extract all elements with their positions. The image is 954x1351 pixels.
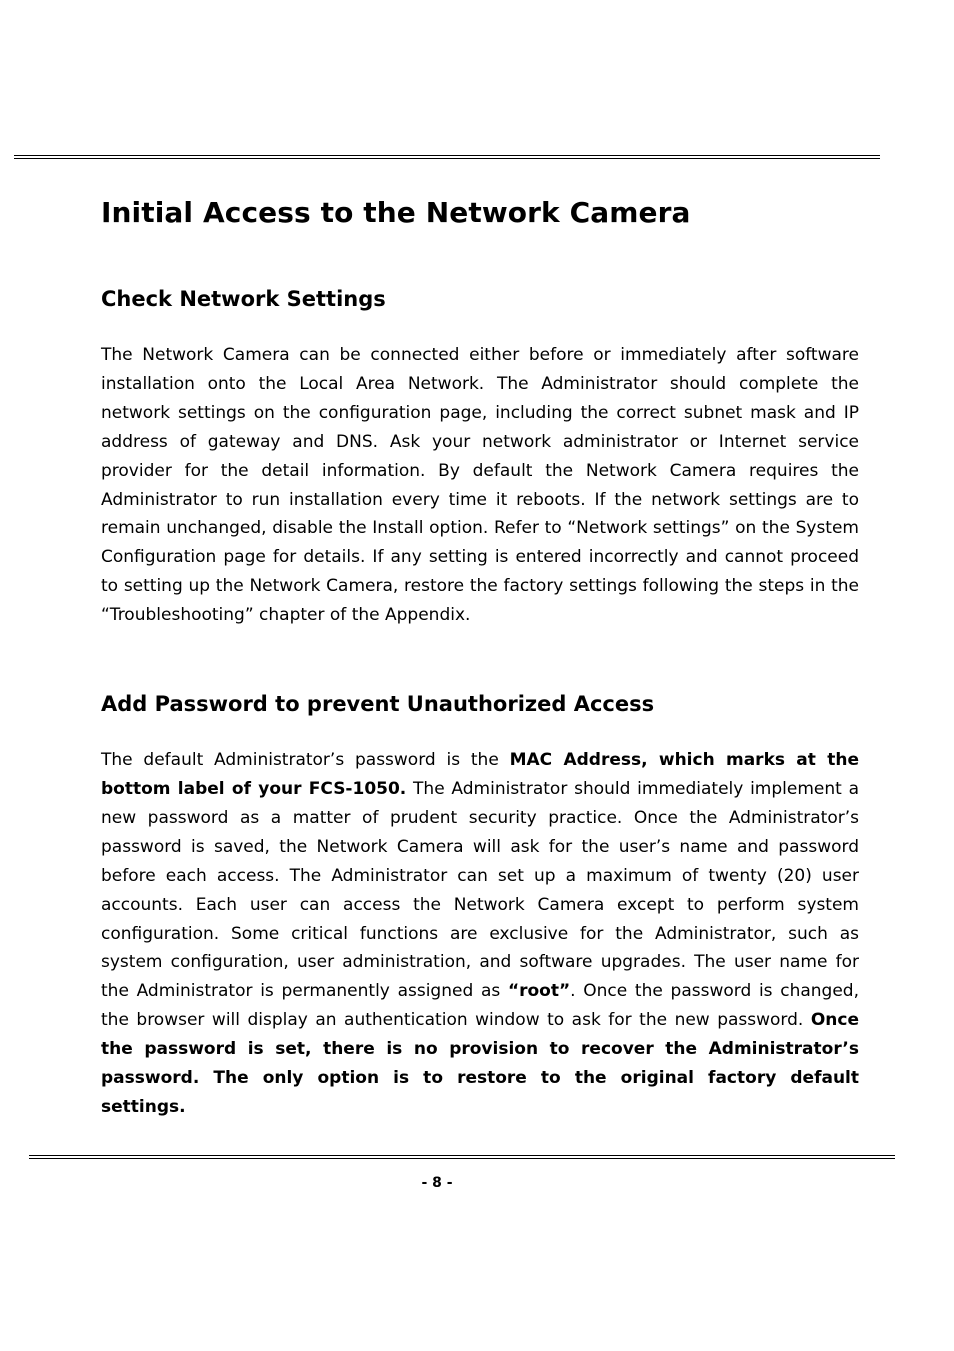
page-number: - 8 - <box>421 1175 453 1191</box>
footer-rule <box>29 1155 895 1159</box>
section-paragraph-add-password <box>101 746 859 1122</box>
section-paragraph-check-network: The Network Camera can be connected either before or immediately after software installation onto the Local Area Network. The Administrator should complete the network settings on the configuration page, including the correct subnet mask and IP address of gateway and DNS. Ask your network administrator or Internet service provider for the detail information. By default the Network Camera requires the Administrator to run installation every time it reboots. If the network settings are to remain unchanged, disable the Install option. Refer to “Network settings” on the System Configuration page for details. If any setting is entered incorrectly and cannot proceed to setting up the Network Camera, restore the factory settings following the steps in the “Troubleshooting” chapter of the Appendix. <box>101 345 859 626</box>
paragraph-bold-text: MAC Address, which marks at the bottom label of your FCS-1050. <box>101 750 859 799</box>
paragraph-text: The default Administrator’s password is the <box>101 750 510 771</box>
paragraph-bold-text: Once the password is set, there is no provision to recover the Administrator’s password. The only option is to restore to the original factory default settings. <box>101 1010 859 1117</box>
page-content <box>101 192 859 1122</box>
header-rule <box>14 155 880 159</box>
paragraph-bold-text: “root” <box>507 981 571 1002</box>
section-heading-check-network: Check Network Settings <box>101 287 386 311</box>
section-heading-add-password: Add Password to prevent Unauthorized Access <box>101 692 655 717</box>
page-title: Initial Access to the Network Camera <box>101 196 691 229</box>
paragraph-text: . Once the password is changed, the browser will display an authentication window to ask for the new password. <box>101 981 859 1031</box>
paragraph-text: The Administrator should immediately implement a new password as a matter of prudent security practice. Once the Administrator’s password is saved, the Network Camera will ask for the user’s name and password before each access. The Administrator can set up a maximum of twenty (20) user accounts. Each user can access the Network Camera except to perform system configuration. Some critical functions are exclusive for the Administrator, such as system configuration, user administration, and software upgrades. The user name for the Administrator is permanently assigned as <box>101 778 859 1002</box>
